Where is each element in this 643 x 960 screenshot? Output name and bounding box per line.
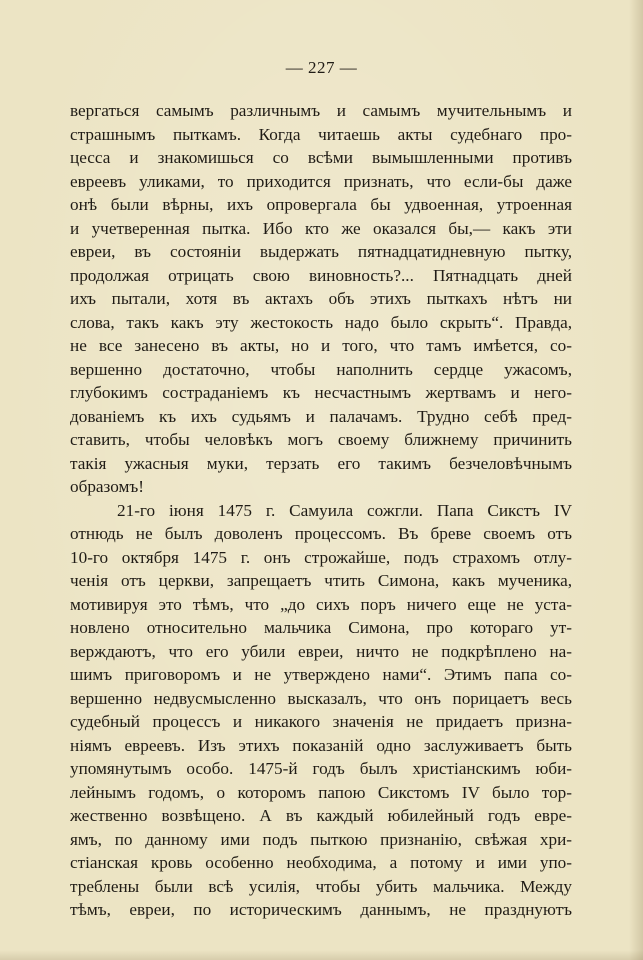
text-line: упомянутымъ особо. 1475-й годъ былъ христіанскимъ юби- [70, 759, 572, 778]
text-line: евреевъ уликами, то приходится признать, что если-бы даже [70, 171, 572, 191]
text-line: тѣмъ, евреи, по историческимъ даннымъ, не празднуютъ [70, 900, 572, 919]
text-line: такія ужасныя муки, терзать его такимъ безчеловѣчнымъ [70, 453, 572, 473]
text-line: 10-го октября 1475 г. онъ строжайше, подъ страхомъ отлу- [70, 547, 572, 567]
text-line: жественно возвѣщено. А въ каждый юбилейный годъ евре- [70, 806, 572, 825]
text-line: слова, такъ какъ эту жестокость надо было скрыть“. Правда, [70, 312, 572, 332]
page-bottom-shadow [0, 950, 643, 960]
text-line: лейнымъ годомъ, о которомъ папою Сикстомъ IV было тор- [70, 782, 572, 802]
text-line: треблены были всѣ усилія, чтобы убить мальчика. Между [70, 876, 572, 896]
text-line: 21-го іюня 1475 г. Самуила сожгли. Папа Сикстъ IV [117, 500, 572, 520]
text-line: судебный процессъ и никакого значенія не придаетъ призна- [70, 712, 572, 731]
text-line: образомъ! [70, 477, 145, 496]
paragraph-1 [70, 99, 572, 499]
text-line: цесса и знакомишься со всѣми вымышленными противъ [70, 148, 572, 167]
text-line: вершенно достаточно, чтобы наполнить сердце ужасомъ, [70, 359, 572, 379]
page-edge-shadow [629, 0, 643, 960]
text-line: ніямъ евреевъ. Изъ этихъ показаній одно заслуживаетъ быть [70, 735, 572, 755]
text-line: новлено относительно мальчика Симона, про котораго ут- [70, 618, 572, 637]
text-line: онѣ были вѣрны, ихъ опровергала бы удвоенная, утроенная [70, 195, 572, 214]
text-line: ихъ пытали, хотя въ актахъ объ этихъ пыткахъ нѣтъ ни [70, 289, 572, 308]
text-line: мотивируя это тѣмъ, что „до сихъ поръ ничего еще не уста- [70, 594, 572, 614]
text-line: дованіемъ къ ихъ судьямъ и палачамъ. Трудно себѣ пред- [70, 406, 572, 426]
text-line: продолжая отрицать свою виновность?... Пятнадцать дней [70, 265, 572, 285]
text-line: и учетверенная пытка. Ибо кто же оказался бы,— какъ эти [70, 218, 572, 238]
text-line: ямъ, по данному ими подъ пыткою признанію, свѣжая хри- [70, 829, 572, 849]
text-line: ченія отъ церкви, запрещаетъ чтить Симона, какъ мученика, [70, 571, 572, 590]
text-line: вершенно недвусмысленно высказалъ, что онъ порицаетъ весь [70, 688, 572, 708]
text-line: ставить, чтобы человѣкъ могъ своему ближнему причинить [70, 430, 572, 449]
paragraph-2 [70, 499, 572, 922]
text-line: верждаютъ, что его убили евреи, ничто не подкрѣплено на- [70, 641, 572, 661]
text-line: шимъ приговоромъ и не утверждено нами“. Этимъ папа со- [70, 665, 572, 684]
text-line: глубокимъ состраданіемъ къ несчастнымъ жертвамъ и него- [70, 383, 572, 402]
text-line: не все занесено въ акты, но и того, что тамъ имѣется, со- [70, 336, 572, 355]
page-text [70, 99, 572, 922]
page-number: — 227 — [285, 58, 358, 77]
text-line: евреи, въ состояніи выдержать пятнадцатидневную пытку, [70, 242, 572, 261]
text-line: страшнымъ пыткамъ. Когда читаешь акты судебнаго про- [70, 124, 572, 144]
text-line: стіанская кровь особенно необходима, а потому и ими упо- [70, 853, 572, 872]
text-line: отнюдь не былъ доволенъ процессомъ. Въ бреве своемъ отъ [70, 524, 572, 543]
text-line: вергаться самымъ различнымъ и самымъ мучительнымъ и [70, 101, 572, 120]
